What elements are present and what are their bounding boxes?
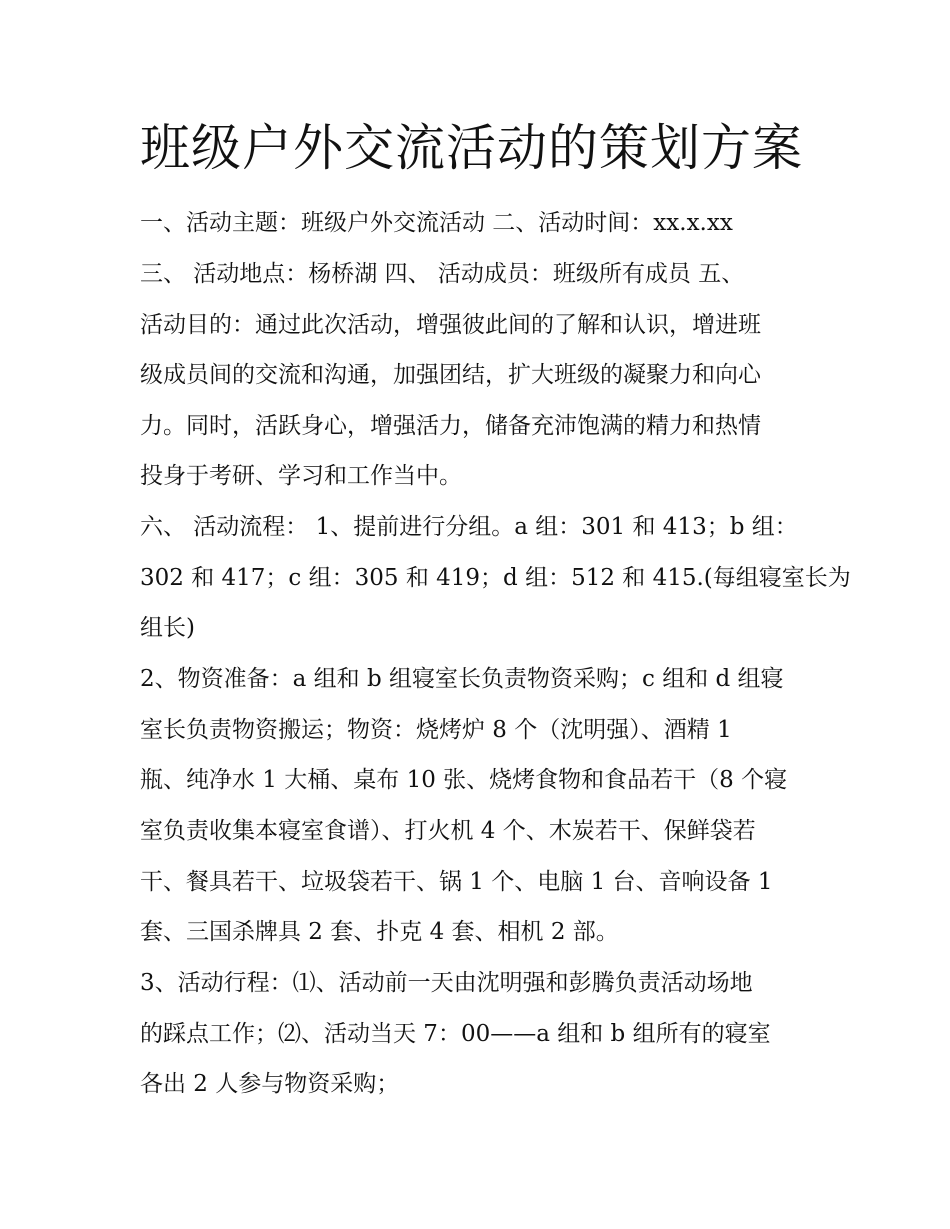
paragraph-line: 各出 2 人参与物资采购； bbox=[140, 1071, 400, 1097]
paragraph-line: 三、 活动地点：杨桥湖 四、 活动成员：班级所有成员 五、 bbox=[140, 261, 745, 287]
paragraph-line: 六、 活动流程： 1、提前进行分组。a 组：301 和 413；b 组： bbox=[140, 514, 798, 540]
paragraph-line: 瓶、纯净水 1 大桶、桌布 10 张、烧烤食物和食品若干（8 个寝 bbox=[140, 767, 788, 793]
paragraph-line: 套、三国杀牌具 2 套、扑克 4 套、相机 2 部。 bbox=[140, 919, 619, 945]
paragraph-line: 室负责收集本寝室食谱）、打火机 4 个、木炭若干、保鲜袋若 bbox=[140, 818, 756, 844]
paragraph-line: 级成员间的交流和沟通，加强团结，扩大班级的凝聚力和向心 bbox=[140, 362, 761, 388]
paragraph-line: 一、活动主题：班级户外交流活动 二、活动时间：xx.x.xx bbox=[140, 210, 733, 236]
paragraph-line: 投身于考研、学习和工作当中。 bbox=[140, 463, 462, 489]
paragraph-line: 干、餐具若干、垃圾袋若干、锅 1 个、电脑 1 台、音响设备 1 bbox=[140, 869, 773, 895]
paragraph-line: 室长负责物资搬运；物资：烧烤炉 8 个（沈明强）、酒精 1 bbox=[140, 717, 732, 743]
paragraph-line: 组长) bbox=[140, 615, 195, 641]
paragraph-line: 2、物资准备：a 组和 b 组寝室长负责物资采购；c 组和 d 组寝 bbox=[140, 666, 784, 692]
paragraph-line: 的踩点工作；⑵、活动当天 7：00——a 组和 b 组所有的寝室 bbox=[140, 1021, 771, 1047]
paragraph-line: 活动目的：通过此次活动，增强彼此间的了解和认识，增进班 bbox=[140, 312, 761, 338]
paragraph-line: 力。同时，活跃身心，增强活力，储备充沛饱满的精力和热情 bbox=[140, 413, 761, 439]
paragraph-line: 3、活动行程：⑴、活动前一天由沈明强和彭腾负责活动场地 bbox=[140, 970, 753, 996]
paragraph-line: 302 和 417；c 组：305 和 419；d 组：512 和 415.(每组寝室长为 bbox=[140, 565, 851, 591]
document-title: 班级户外交流活动的策划方案 bbox=[140, 119, 803, 177]
